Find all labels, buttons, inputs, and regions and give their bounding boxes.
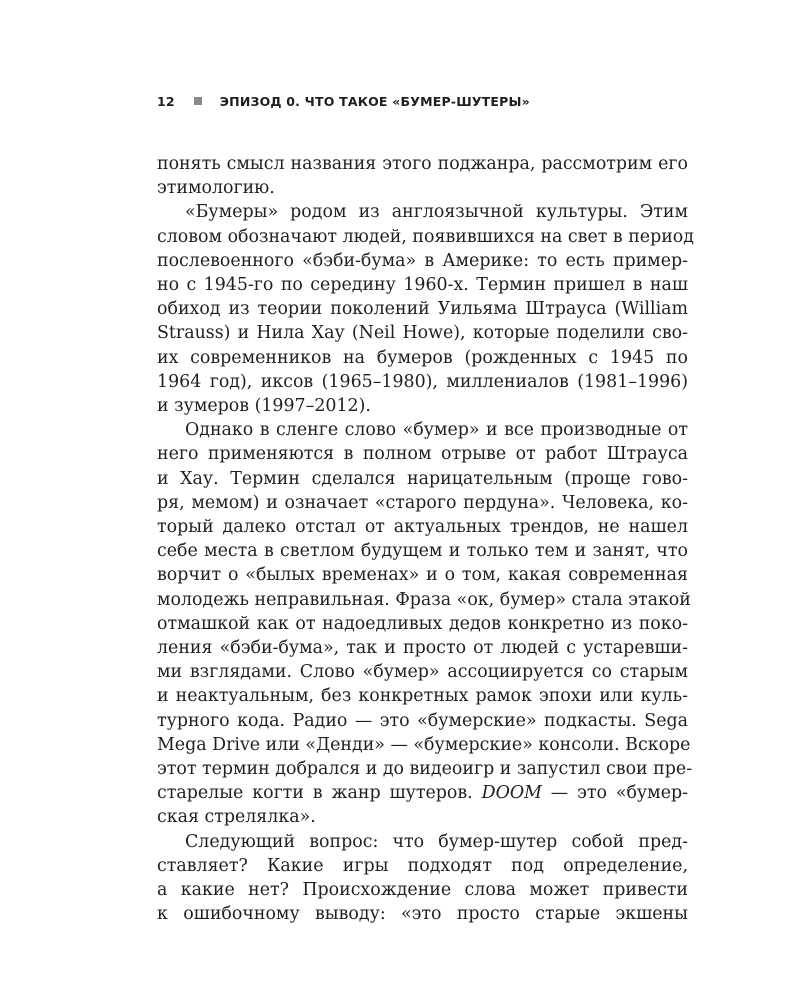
game-title-doom: DOOM [481,783,542,804]
text-line: Однако в сленге слово «бумер» и все производные от [185,420,688,441]
line-text: — это «бумер- [550,783,688,804]
text-line: и неактуальным, без конкретных рамок эпохи или куль- [157,686,688,707]
text-line: молодежь неправильная. Фраза «ок, бумер» стала этакой [157,589,691,610]
text-line [157,781,688,805]
text-line: а какие нет? Происхождение слова может привести [157,880,688,901]
text-line: турного кода. Радио — это «бумерские» подкасты. Sega [157,710,688,731]
chapter-title: ЭПИЗОД 0. ЧТО ТАКОЕ «БУМЕР-ШУТЕРЫ» [219,93,530,109]
page-number: 12 [157,93,175,109]
text-line: и Хау. Термин сделался нарицательным (проще гово- [157,468,688,489]
paragraph-2 [157,200,694,418]
body-text [157,152,694,927]
text-line: понять смысл названия этого поджанра, рассмотрим его [157,154,688,174]
running-head [157,91,530,111]
line-text: старелые когти в жанр шутеров. [157,783,473,804]
text-line: ря, мемом) и означает «старого пердуна». Человека, ко- [157,492,688,513]
text-line: Strauss) и Нила Хау (Neil Howe), которые поделили сво- [157,323,688,344]
text-line: Mega Drive или «Денди» — «бумерские» консоли. Вскоре [157,734,691,755]
text-line: ми взглядами. Слово «бумер» ассоциируется со старым [157,662,688,683]
text-line: ворчит о «былых временах» и о том, какая современная [157,565,688,586]
text-line: ская стрелялка». [157,807,316,828]
text-line: себе места в светлом будущем и только тем и занят, что [157,541,688,562]
text-line: но с 1945-го по середину 1960-х. Термин пришел в наш [157,275,688,296]
paragraph-3 [157,418,693,829]
text-line: этот термин добрался и до видеоигр и запустил свои пре- [157,759,693,780]
text-line: него применяются в полном отрыве от работ Штрауса [157,444,688,465]
text-line: и зумеров (1997–2012). [157,396,371,417]
text-line: Следующий вопрос: что бумер-шутер собой пред- [185,831,688,852]
text-line: ления «бэби-бума», так и просто от людей с устаревши- [157,638,688,659]
text-line: отмашкой как от надоедливых дедов конкретно из поко- [157,613,688,634]
text-line: ставляет? Какие игры подходят под определение, [157,855,688,876]
text-line: 1964 год), иксов (1965–1980), миллениалов (1981–1996) [157,371,688,392]
text-line: словом обозначают людей, появившихся на свет в период [157,226,694,247]
text-line: послевоенного «бэби-бума» в Америке: то есть пример- [157,250,688,271]
text-line: их современников на бумеров (рожденных с 1945 по [157,347,688,368]
text-line: «Бумеры» родом из англоязычной культуры. Этим [185,202,688,223]
text-line: этимологию. [157,178,275,199]
square-bullet-icon [194,97,202,105]
paragraph-1 [157,152,688,200]
text-line: торый далеко отстал от актуальных трендов, не нашел [157,517,688,538]
text-line: обиход из теории поколений Уильяма Штрауса (William [157,299,688,320]
text-line: к ошибочному выводу: «это просто старые экшены [157,904,688,925]
paragraph-4 [157,830,688,927]
